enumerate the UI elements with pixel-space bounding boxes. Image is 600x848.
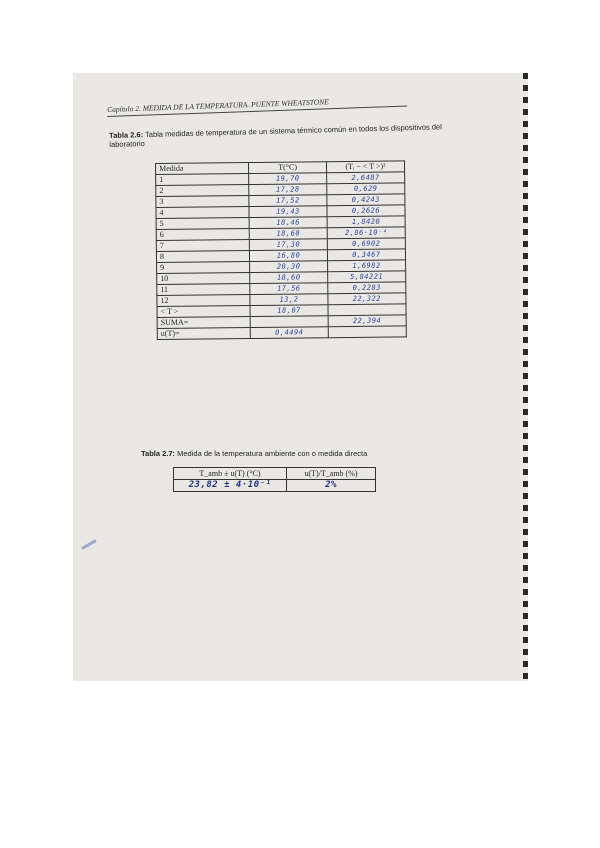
- temperature-value: 18,60: [250, 272, 328, 284]
- deviation-value: 5,84221: [328, 271, 406, 283]
- temperature-value: 17,30: [249, 239, 327, 251]
- table1-caption: [109, 121, 479, 149]
- deviation-value: 0,629: [327, 183, 405, 195]
- chapter-header: Capítulo 2. MEDIDA DE LA TEMPERATURA. PUENTE WHEATSTONE: [107, 95, 407, 117]
- deviation-value: 0,4243: [327, 194, 405, 206]
- ambient-temp-value: 23,82 ± 4·10⁻¹: [174, 480, 287, 492]
- measurement-index: 6: [156, 229, 249, 241]
- table1-caption-label: Tabla 2.6:: [109, 130, 144, 140]
- temperature-value: 17,52: [249, 195, 327, 207]
- mean-label: < T >: [157, 306, 250, 318]
- ambient-temperature-table: [173, 467, 376, 492]
- temperature-value: 20,30: [250, 261, 328, 273]
- deviation-value: 2,86·10⁻⁴: [327, 227, 405, 239]
- mean-empty-cell: [328, 304, 406, 316]
- deviation-value: 2,6487: [326, 172, 404, 184]
- uncertainty-value: 0,4494: [250, 327, 328, 339]
- sum-value: 22,394: [328, 315, 406, 327]
- table2-caption-label: Tabla 2.7:: [141, 449, 176, 458]
- header-relative-uncertainty: u(T)/T_amb (%): [287, 468, 376, 480]
- temperature-table: [155, 160, 407, 340]
- measurement-index: 8: [156, 251, 249, 263]
- measurement-index: 4: [156, 207, 249, 219]
- measurement-index: 5: [156, 218, 249, 230]
- temperature-value: 17,56: [250, 283, 328, 295]
- temperature-value: 18,60: [249, 228, 327, 240]
- measurement-index: 11: [157, 284, 250, 296]
- mean-value: 18,07: [250, 305, 328, 317]
- binding-edge: [523, 73, 528, 681]
- deviation-value: 1,6982: [327, 260, 405, 272]
- deviation-value: 0,2283: [328, 282, 406, 294]
- uncertainty-row: [157, 326, 406, 340]
- measurement-index: 1: [156, 174, 249, 186]
- header-medida: Medida: [156, 163, 249, 175]
- uncertainty-label: u(T)=: [157, 328, 250, 340]
- measurement-index: 3: [156, 196, 249, 208]
- deviation-value: 0,3467: [327, 249, 405, 261]
- sum-empty-cell: [250, 316, 328, 328]
- table2-header-row: [174, 468, 376, 480]
- temperature-value: 19,43: [249, 206, 327, 218]
- deviation-value: 1,8420: [327, 216, 405, 228]
- table-body: [156, 172, 406, 307]
- measurement-index: 12: [157, 295, 250, 307]
- measurement-index: 2: [156, 185, 249, 197]
- header-ambient-temp: T_amb ± u(T) (°C): [174, 468, 287, 480]
- deviation-value: 0,2626: [327, 205, 405, 217]
- measurement-index: 7: [156, 240, 249, 252]
- uncertainty-empty-cell: [328, 326, 406, 338]
- table1-caption-text: Tabla medidas de temperatura de un sistema térmico común en todos los dispositivos del laboratorio: [109, 122, 442, 149]
- table2-caption-text: Medida de la temperatura ambiente con o medida directa: [177, 449, 368, 458]
- header-temperature: T(°C): [249, 162, 327, 174]
- temperature-value: 16,80: [250, 250, 328, 262]
- table2-caption: [141, 449, 441, 458]
- measurement-index: 9: [157, 262, 250, 274]
- temperature-value: 17,28: [249, 184, 327, 196]
- sum-label: SUMA=: [157, 317, 250, 329]
- temperature-value: 13,2: [250, 294, 328, 306]
- header-deviation: (Tᵢ − < T >)²: [326, 161, 404, 173]
- pen-mark: [81, 539, 96, 550]
- deviation-value: 0,6902: [327, 238, 405, 250]
- table2-value-row: [174, 480, 376, 492]
- temperature-value: 18,46: [249, 217, 327, 229]
- relative-uncertainty-value: 2%: [287, 480, 376, 492]
- measurement-index: 10: [157, 273, 250, 285]
- temperature-value: 19,70: [249, 173, 327, 185]
- deviation-value: 22,322: [328, 293, 406, 305]
- document-page: [73, 73, 528, 681]
